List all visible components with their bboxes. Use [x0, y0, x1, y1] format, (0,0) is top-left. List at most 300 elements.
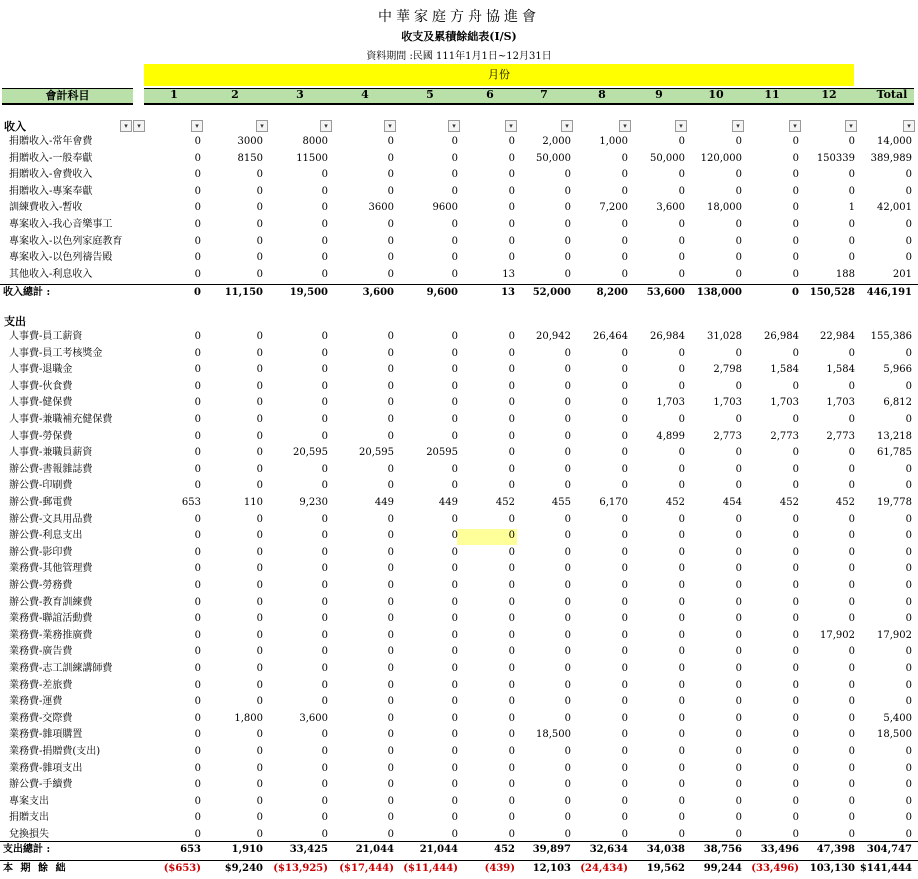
cell-month-10: 0 [735, 235, 742, 247]
cell-month-11: (33,496) [751, 863, 799, 874]
cell-month-12: 0 [848, 136, 855, 147]
filter-dropdown-icon[interactable]: ▾ [320, 120, 332, 132]
table-row [0, 578, 918, 594]
cell-month-7: 12,103 [532, 863, 571, 874]
cell-month-4: 0 [387, 596, 394, 608]
cell-month-11: 0 [792, 563, 799, 575]
cell-month-7: 0 [564, 463, 571, 475]
cell-month-4: 3600 [368, 202, 394, 214]
cell-month-7: 0 [564, 219, 571, 230]
cell-month-8: (24,434) [580, 863, 628, 874]
account-label: 業務費-志工訓練講師費 [9, 663, 113, 674]
cell-month-1: 0 [194, 235, 201, 247]
cell-month-6: 452 [495, 497, 515, 508]
cell-month-4: 0 [387, 463, 394, 475]
cell-month-6: 0 [508, 169, 515, 181]
cell-month-6: 0 [508, 252, 515, 264]
cell-month-2: 0 [256, 185, 263, 197]
cell-month-4: 21,044 [355, 844, 394, 855]
cell-month-2: 0 [256, 530, 263, 542]
account-label: 業務費-雜項購置 [9, 729, 83, 741]
cell-month-6: 0 [508, 613, 515, 625]
cell-month-3: 0 [321, 546, 328, 558]
cell-month-3: 0 [321, 746, 328, 757]
cell-month-3: 0 [321, 795, 328, 807]
cell-month-4: 0 [387, 580, 394, 591]
cell-month-11: 33,496 [760, 844, 799, 855]
cell-month-2: 0 [256, 596, 263, 608]
cell-month-5: 9600 [432, 202, 458, 214]
account-label: 辦公費-書報雜誌費 [9, 463, 93, 475]
cell-total: 61,785 [877, 447, 912, 459]
cell-month-8: 0 [621, 480, 628, 492]
cell-month-2: 0 [256, 829, 263, 840]
account-label: 辦公費-勞務費 [9, 580, 73, 591]
account-label: 人事費-員工考核獎金 [9, 347, 103, 359]
cell-month-10: 0 [735, 580, 742, 591]
cell-month-3: 0 [321, 414, 328, 425]
cell-month-11: 0 [792, 795, 799, 807]
cell-month-12: 150339 [816, 152, 855, 164]
cell-month-12: 0 [848, 563, 855, 575]
cell-total: 0 [905, 513, 912, 525]
cell-month-6: 0 [508, 812, 515, 824]
month-header-6: 6 [486, 88, 494, 101]
cell-total: 201 [892, 268, 912, 280]
cell-month-11: 452 [779, 497, 799, 508]
cell-month-6: 0 [508, 347, 515, 359]
cell-month-9: 0 [678, 219, 685, 230]
table-row [0, 678, 918, 694]
cell-month-4: 0 [387, 746, 394, 757]
cell-total: 0 [905, 219, 912, 230]
report-period: 資料期間 :民國 111年1月1日~12月31日 [366, 51, 552, 62]
cell-month-6: 13 [502, 268, 515, 280]
cell-month-5: 0 [451, 679, 458, 691]
cell-total: 0 [905, 613, 912, 625]
cell-month-3: 20,595 [293, 447, 328, 459]
cell-month-12: 0 [848, 663, 855, 674]
cell-month-9: 0 [678, 613, 685, 625]
cell-month-12: 0 [848, 646, 855, 658]
cell-month-4: 0 [387, 829, 394, 840]
cell-month-8: 0 [621, 530, 628, 542]
cell-month-6: 0 [508, 380, 515, 392]
cell-month-7: 0 [564, 364, 571, 376]
cell-month-7: 2,000 [542, 136, 571, 147]
cell-month-3: 0 [321, 563, 328, 575]
cell-total: 155,386 [870, 331, 912, 342]
cell-total: 0 [905, 235, 912, 247]
cell-month-8: 0 [621, 219, 628, 230]
cell-month-12: 0 [848, 613, 855, 625]
cell-month-11: 0 [792, 252, 799, 264]
cell-month-4: 20,595 [359, 447, 394, 459]
cell-month-2: 0 [256, 252, 263, 264]
cell-month-4: 0 [387, 613, 394, 625]
cell-month-8: 0 [621, 829, 628, 840]
cell-month-12: 1,584 [826, 364, 855, 376]
account-label: 捐贈收入-專案奉獻 [9, 185, 93, 197]
cell-month-9: 0 [678, 480, 685, 492]
cell-month-8: 0 [621, 712, 628, 724]
cell-month-6: 0 [508, 414, 515, 425]
account-label: 專案收入-以色列禱告殿 [9, 252, 113, 264]
filter-dropdown-icon[interactable]: ▾ [191, 120, 203, 132]
table-row [0, 362, 918, 378]
cell-month-3: 0 [321, 696, 328, 708]
cell-month-8: 0 [621, 646, 628, 658]
cell-month-12: 0 [848, 380, 855, 392]
cell-month-6: 0 [508, 202, 515, 214]
cell-month-5: 0 [451, 219, 458, 230]
account-label: 專案支出 [9, 795, 49, 807]
cell-month-8: 0 [621, 152, 628, 164]
cell-month-1: 0 [194, 596, 201, 608]
filter-dropdown-icon[interactable]: ▾ [256, 120, 268, 132]
month-header-12: 12 [821, 88, 837, 101]
cell-month-8: 0 [621, 235, 628, 247]
cell-total: $141,444 [859, 863, 912, 874]
cell-month-2: 0 [256, 546, 263, 558]
cell-month-2: 0 [256, 513, 263, 525]
cell-month-4: 0 [387, 169, 394, 181]
account-label: 支出總計 : [3, 844, 51, 855]
cell-month-12: 1 [848, 202, 855, 214]
cell-month-1: 0 [194, 380, 201, 392]
cell-month-12: 0 [848, 252, 855, 264]
month-header-7: 7 [540, 88, 548, 101]
cell-month-2: 0 [256, 480, 263, 492]
cell-month-12: 2,773 [826, 430, 855, 442]
cell-month-3: 3,600 [299, 712, 328, 724]
cell-month-12: 0 [848, 812, 855, 824]
table-row [0, 777, 918, 793]
cell-month-6: 0 [508, 779, 515, 791]
cell-month-3: 0 [321, 235, 328, 247]
cell-total: 6,812 [883, 397, 912, 409]
cell-month-2: 11,150 [224, 287, 263, 298]
cell-month-7: 0 [564, 663, 571, 674]
filter-dropdown-icon[interactable]: ▾ [448, 120, 460, 132]
cell-month-9: 0 [678, 463, 685, 475]
filter-dropdown-icon[interactable]: ▾ [120, 120, 132, 132]
account-label: 業務費-業務推廣費 [9, 629, 93, 641]
cell-total: 0 [905, 252, 912, 264]
cell-month-9: 0 [678, 596, 685, 608]
cell-month-9: 0 [678, 829, 685, 840]
cell-month-10: 120,000 [700, 152, 742, 164]
cell-month-9: 0 [678, 580, 685, 591]
cell-month-6: 0 [508, 430, 515, 442]
table-row [0, 134, 918, 150]
month-header-4: 4 [361, 88, 369, 101]
cell-month-4: 449 [374, 497, 394, 508]
cell-month-9: 0 [678, 252, 685, 264]
cell-month-10: 0 [735, 513, 742, 525]
cell-month-1: 0 [194, 530, 201, 542]
cell-month-2: $9,240 [224, 863, 263, 874]
cell-month-9: 0 [678, 268, 685, 280]
cell-month-12: 0 [848, 696, 855, 708]
cell-month-8: 1,000 [599, 136, 628, 147]
cell-month-11: 0 [792, 613, 799, 625]
cell-month-9: 0 [678, 629, 685, 641]
cell-month-4: 0 [387, 347, 394, 359]
cell-month-6: 0 [508, 696, 515, 708]
cell-total: 0 [905, 679, 912, 691]
cell-month-9: 0 [678, 812, 685, 824]
cell-month-10: 18,000 [707, 202, 742, 214]
cell-month-11: 0 [792, 696, 799, 708]
table-row [0, 462, 918, 478]
account-label: 人事費-健保費 [9, 397, 73, 409]
cell-month-2: 0 [256, 235, 263, 247]
cell-month-2: 0 [256, 380, 263, 392]
cell-total: 0 [905, 546, 912, 558]
filter-dropdown-icon[interactable]: ▾ [561, 120, 573, 132]
cell-month-6: 0 [508, 712, 515, 724]
cell-month-7: 0 [564, 414, 571, 425]
cell-month-1: 0 [194, 219, 201, 230]
cell-month-11: 0 [792, 829, 799, 840]
cell-month-10: 31,028 [707, 331, 742, 342]
cell-month-8: 8,200 [596, 287, 628, 298]
cell-month-3: 0 [321, 331, 328, 342]
filter-dropdown-icon[interactable]: ▾ [619, 120, 631, 132]
cell-month-7: 0 [564, 746, 571, 757]
cell-month-12: 22,984 [820, 331, 855, 342]
cell-month-12: 0 [848, 347, 855, 359]
cell-month-10: 0 [735, 169, 742, 181]
cell-month-2: 0 [256, 364, 263, 376]
account-label: 辦公費-影印費 [9, 546, 73, 558]
cell-month-11: 0 [792, 646, 799, 658]
cell-month-8: 0 [621, 463, 628, 475]
cell-month-1: 0 [194, 185, 201, 197]
cell-month-2: 0 [256, 430, 263, 442]
account-label: 收入總計 : [3, 287, 51, 298]
cell-month-1: 653 [180, 844, 201, 855]
cell-month-1: 0 [194, 746, 201, 757]
table-row [0, 595, 918, 611]
cell-month-2: 110 [243, 497, 263, 508]
cell-total: 18,500 [877, 729, 912, 741]
cell-month-6: 0 [508, 235, 515, 247]
cell-month-10: 0 [735, 712, 742, 724]
cell-month-7: 0 [564, 546, 571, 558]
cell-month-3: 0 [321, 364, 328, 376]
cell-month-5: 0 [451, 646, 458, 658]
cell-month-10: 454 [722, 497, 742, 508]
cell-month-5: 0 [451, 613, 458, 625]
filter-dropdown-icon[interactable]: ▾ [732, 120, 744, 132]
cell-month-10: 0 [735, 463, 742, 475]
filter-dropdown-icon[interactable]: ▾ [845, 120, 857, 132]
cell-month-7: 0 [564, 430, 571, 442]
table-row [0, 379, 918, 395]
cell-month-1: 0 [194, 480, 201, 492]
cell-month-8: 0 [621, 729, 628, 741]
cell-month-6: 0 [508, 152, 515, 164]
cell-month-11: 0 [792, 152, 799, 164]
cell-month-7: 0 [564, 513, 571, 525]
cell-month-4: 0 [387, 563, 394, 575]
cell-month-3: 0 [321, 169, 328, 181]
month-band: 月份 [144, 64, 854, 86]
cell-month-11: 0 [792, 663, 799, 674]
cell-month-6: 0 [508, 629, 515, 641]
cell-month-9: 0 [678, 712, 685, 724]
cell-month-3: 0 [321, 663, 328, 674]
cell-month-6: 0 [508, 364, 515, 376]
cell-total: 0 [905, 596, 912, 608]
cell-month-6: 0 [508, 762, 515, 774]
table-row [0, 429, 918, 445]
cell-month-3: ($13,925) [273, 863, 328, 874]
cell-total: 5,400 [883, 712, 912, 724]
cell-month-3: 0 [321, 679, 328, 691]
cell-month-11: 0 [792, 530, 799, 542]
cell-total: 17,902 [877, 629, 912, 641]
cell-month-1: 0 [194, 712, 201, 724]
filter-dropdown-icon[interactable]: ▾ [384, 120, 396, 132]
cell-month-6: 0 [508, 679, 515, 691]
cell-month-4: 0 [387, 185, 394, 197]
account-label: 人事費-伙食費 [9, 380, 73, 392]
cell-month-1: 0 [194, 268, 201, 280]
cell-month-12: 0 [848, 219, 855, 230]
cell-month-7: 0 [564, 779, 571, 791]
cell-month-3: 0 [321, 252, 328, 264]
cell-month-4: 0 [387, 712, 394, 724]
cell-month-1: 0 [194, 762, 201, 774]
cell-month-10: 0 [735, 252, 742, 264]
cell-total: 0 [905, 663, 912, 674]
cell-month-9: 0 [678, 696, 685, 708]
cell-month-5: 0 [451, 829, 458, 840]
filter-dropdown-icon[interactable]: ▾ [903, 120, 915, 132]
cell-month-2: 0 [256, 762, 263, 774]
month-header-5: 5 [426, 88, 434, 101]
cell-month-5: 0 [451, 729, 458, 741]
cell-month-4: 0 [387, 729, 394, 741]
cell-month-10: 1,703 [713, 397, 742, 409]
cell-month-11: 0 [792, 596, 799, 608]
cell-month-3: 0 [321, 596, 328, 608]
table-row [0, 661, 918, 677]
cell-month-8: 0 [621, 546, 628, 558]
cell-month-4: 0 [387, 380, 394, 392]
cell-total: 0 [905, 795, 912, 807]
cell-month-12: 0 [848, 580, 855, 591]
cell-month-8: 0 [621, 596, 628, 608]
cell-month-11: 1,703 [770, 397, 799, 409]
table-row [0, 412, 918, 428]
cell-month-7: 0 [564, 268, 571, 280]
account-label: 本 期 餘 絀 [3, 863, 68, 874]
table-row [0, 495, 918, 511]
account-label: 辦公費-手續費 [9, 779, 73, 791]
cell-month-3: 19,500 [289, 287, 328, 298]
table-row [0, 561, 918, 577]
cell-month-3: 0 [321, 347, 328, 359]
cell-month-3: 0 [321, 646, 328, 658]
cell-month-8: 7,200 [599, 202, 628, 214]
cell-month-2: 0 [256, 795, 263, 807]
cell-total: 0 [905, 829, 912, 840]
cell-month-1: 0 [194, 447, 201, 459]
cell-month-7: 0 [564, 795, 571, 807]
table-row [0, 694, 918, 710]
filter-dropdown-icon[interactable]: ▾ [675, 120, 687, 132]
table-row [0, 727, 918, 743]
cell-month-7: 0 [564, 613, 571, 625]
filter-dropdown-icon[interactable]: ▾ [133, 120, 145, 132]
account-label: 人事費-勞保費 [9, 430, 73, 442]
table-row [0, 151, 918, 167]
account-label: 業務費-差旅費 [9, 679, 73, 691]
cell-month-9: 3,600 [656, 202, 685, 214]
cell-month-12: 0 [848, 729, 855, 741]
table-row [0, 711, 918, 727]
cell-month-2: 0 [256, 629, 263, 641]
cell-month-10: 138,000 [696, 287, 742, 298]
cell-month-11: 26,984 [764, 331, 799, 342]
cell-month-12: 0 [848, 712, 855, 724]
cell-month-10: 0 [735, 762, 742, 774]
filter-dropdown-icon[interactable]: ▾ [789, 120, 801, 132]
cell-month-3: 0 [321, 513, 328, 525]
cell-month-2: 0 [256, 563, 263, 575]
cell-month-6: 0 [508, 331, 515, 342]
cell-month-8: 0 [621, 364, 628, 376]
cell-month-7: 0 [564, 829, 571, 840]
cell-month-7: 0 [564, 235, 571, 247]
cell-month-8: 0 [621, 185, 628, 197]
cell-total: 19,778 [877, 497, 912, 508]
cell-month-6: 0 [508, 185, 515, 197]
cell-month-3: 8000 [302, 136, 328, 147]
cell-month-12: 0 [848, 463, 855, 475]
org-name: 中華家庭方舟協進會 [378, 9, 540, 25]
account-label: 業務費-廣告費 [9, 646, 73, 658]
cell-total: 0 [905, 463, 912, 475]
cell-month-8: 0 [621, 663, 628, 674]
cell-month-11: 0 [792, 287, 799, 298]
table-row [0, 445, 918, 461]
cell-month-5: 0 [451, 563, 458, 575]
cell-month-1: 0 [194, 812, 201, 824]
cell-month-5: 0 [451, 380, 458, 392]
cell-month-12: 103,130 [809, 863, 855, 874]
cell-month-11: 0 [792, 712, 799, 724]
cell-month-1: 0 [194, 202, 201, 214]
cell-month-11: 0 [792, 347, 799, 359]
cell-month-7: 52,000 [532, 287, 571, 298]
cell-month-2: 0 [256, 580, 263, 591]
table-row [0, 395, 918, 411]
account-label: 辦公費-印刷費 [9, 480, 73, 492]
cell-month-12: 0 [848, 679, 855, 691]
cell-month-1: 0 [194, 287, 201, 298]
cell-month-6: 13 [501, 287, 515, 298]
cell-month-4: 0 [387, 762, 394, 774]
cell-month-5: 0 [451, 746, 458, 757]
filter-dropdown-icon[interactable]: ▾ [505, 120, 517, 132]
cell-month-3: 0 [321, 729, 328, 741]
cell-month-10: 0 [735, 613, 742, 625]
